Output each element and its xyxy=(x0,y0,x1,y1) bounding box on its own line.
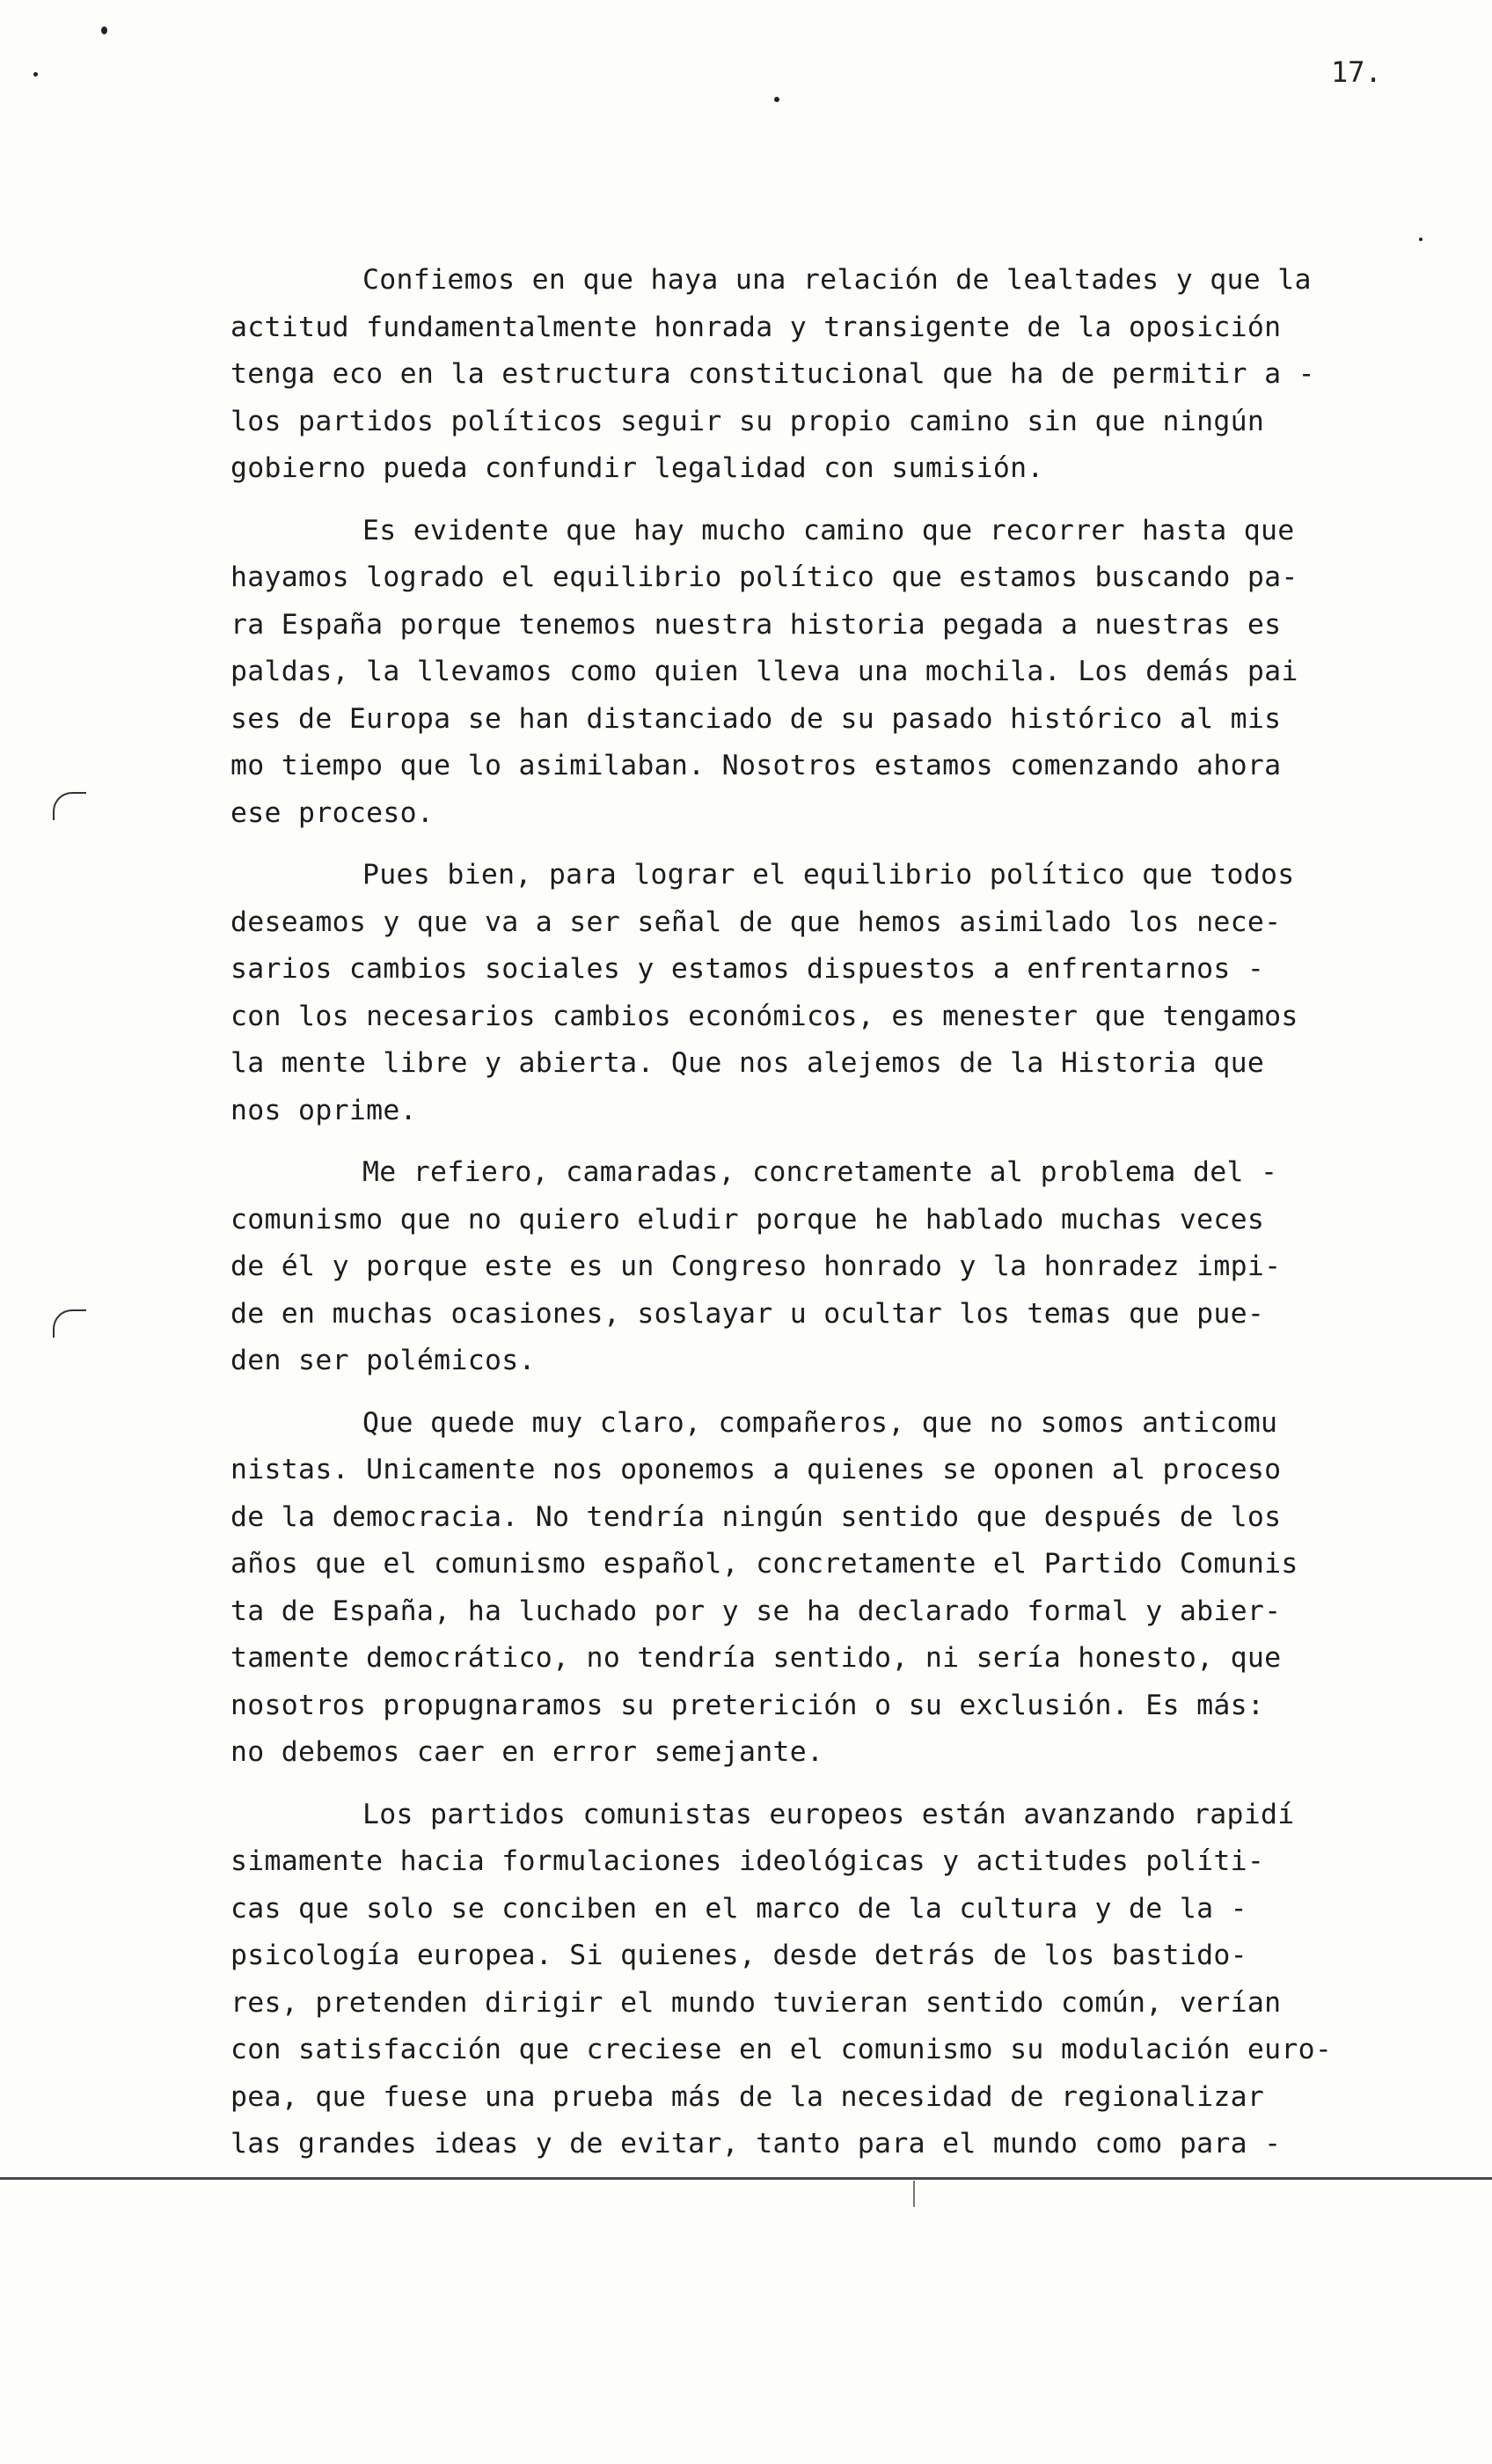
text-line: paldas, la llevamos como quien lleva una mochila. Los demás pai xyxy=(230,656,1298,687)
scan-speck xyxy=(774,97,779,102)
text-line: psicología europea. Si quienes, desde detrás de los bastido- xyxy=(230,1940,1247,1971)
text-line: no debemos caer en error semejante. xyxy=(230,1736,824,1768)
text-line: actitud fundamentalmente honrada y transigente de la oposición xyxy=(230,311,1282,343)
paragraph xyxy=(230,508,1427,838)
text-line: la mente libre y abierta. Que nos alejemos de la Historia que xyxy=(230,1047,1265,1079)
text-line: ra España porque tenemos nuestra historia pegada a nuestras es xyxy=(230,608,1282,641)
text-line: con satisfacción que creciese en el comunismo su modulación euro- xyxy=(230,2034,1333,2065)
page-number: 17. xyxy=(1331,55,1382,89)
text-line: de él y porque este es un Congreso honrado y la honradez impi- xyxy=(230,1250,1282,1282)
text-line: nosotros propugnaramos su preterición o su exclusión. Es más: xyxy=(230,1689,1265,1721)
text-line: los partidos políticos seguir su propio camino sin que ningún xyxy=(230,405,1265,437)
text-line: Es evidente que hay mucho camino que recorrer hasta que xyxy=(362,514,1295,546)
scan-speck xyxy=(101,26,107,34)
text-line: nistas. Unicamente nos oponemos a quienes se oponen al proceso xyxy=(230,1454,1282,1485)
text-line: pea, que fuese una prueba más de la necesidad de regionalizar xyxy=(230,2080,1265,2113)
text-line: cas que solo se conciben en el marco de la cultura y de la - xyxy=(230,1892,1247,1925)
bottom-rule-tick xyxy=(913,2181,915,2207)
text-line: Confiemos en que haya una relación de lealtades y que la xyxy=(362,264,1312,296)
paragraph xyxy=(230,1400,1427,1777)
text-line: deseamos y que va a ser señal de que hemos asimilado los nece- xyxy=(230,906,1282,938)
text-line: gobierno pueda confundir legalidad con sumisión. xyxy=(230,452,1044,484)
paragraph xyxy=(230,852,1427,1134)
text-line: res, pretenden dirigir el mundo tuvieran sentido común, verían xyxy=(230,1986,1282,2019)
body-text xyxy=(230,257,1427,2183)
paragraph xyxy=(230,257,1427,493)
text-line: hayamos logrado el equilibrio político que estamos buscando pa- xyxy=(230,561,1298,593)
scan-speck xyxy=(33,72,38,77)
text-line: Los partidos comunistas europeos están avanzando rapidí xyxy=(362,1798,1295,1830)
text-line: den ser polémicos. xyxy=(230,1345,536,1376)
text-line: Pues bien, para lograr el equilibrio político que todos xyxy=(362,859,1295,891)
text-line: mo tiempo que lo asimilaban. Nosotros estamos comenzando ahora xyxy=(230,750,1282,781)
text-line: Que quede muy claro, compañeros, que no somos anticomu xyxy=(362,1406,1278,1439)
scan-speck xyxy=(1419,238,1423,241)
text-line: ta de España, ha luchado por y se ha declarado formal y abier- xyxy=(230,1595,1282,1627)
text-line: tamente democrático, no tendría sentido, ni sería honesto, que xyxy=(230,1642,1282,1674)
text-line: ses de Europa se han distanciado de su pasado histórico al mis xyxy=(230,702,1282,735)
text-line: las grandes ideas y de evitar, tanto para el mundo como para - xyxy=(230,2128,1282,2160)
text-line: de la democracia. No tendría ningún sentido que después de los xyxy=(230,1500,1282,1533)
text-line: años que el comunismo español, concretamente el Partido Comunis xyxy=(230,1548,1298,1580)
text-line: nos oprime. xyxy=(230,1094,417,1126)
bottom-rule-line xyxy=(0,2177,1492,2180)
text-line: tenga eco en la estructura constitucional que ha de permitir a - xyxy=(230,358,1315,390)
text-line: simamente hacia formulaciones ideológicas y actitudes políti- xyxy=(230,1845,1265,1877)
text-line: sarios cambios sociales y estamos dispuestos a enfrentarnos - xyxy=(230,953,1265,985)
text-line: comunismo que no quiero eludir porque he hablado muchas veces xyxy=(230,1203,1265,1236)
text-line: Me refiero, camaradas, concretamente al problema del - xyxy=(362,1156,1278,1188)
paragraph xyxy=(230,1792,1427,2168)
text-line: de en muchas ocasiones, soslayar u ocultar los temas que pue- xyxy=(230,1297,1265,1330)
text-line: con los necesarios cambios económicos, es menester que tengamos xyxy=(230,1000,1298,1032)
text-line: ese proceso. xyxy=(230,796,435,829)
margin-hole-mark xyxy=(53,792,86,820)
paragraph xyxy=(230,1149,1427,1385)
margin-hole-mark xyxy=(53,1309,86,1338)
